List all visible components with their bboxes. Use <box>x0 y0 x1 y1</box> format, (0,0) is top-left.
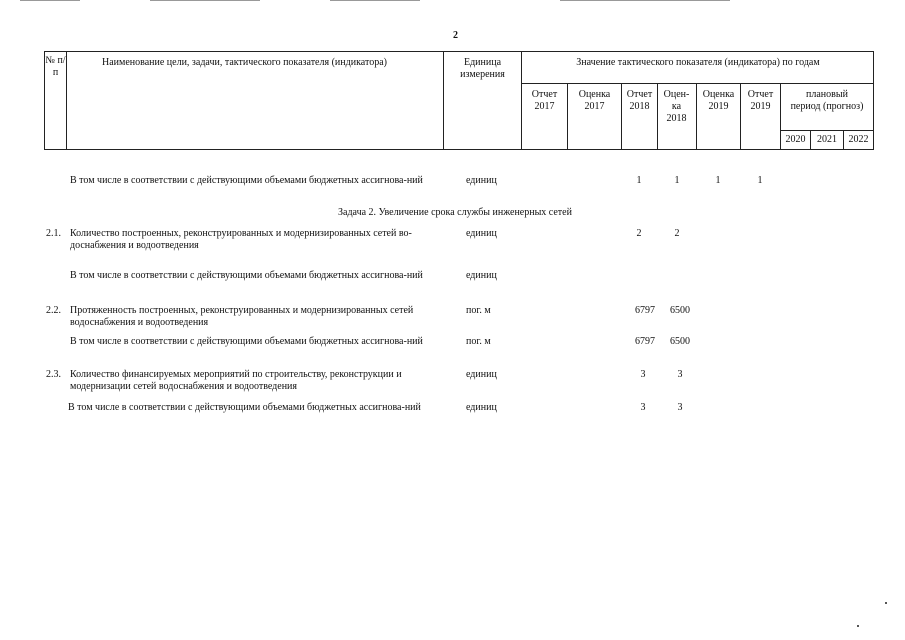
row-name: В том числе в соответствии с действующими объемами бюджетных ассигнова-ний <box>70 270 423 281</box>
row-value-estimate-2018: 6500 <box>670 305 690 316</box>
row-name: В том числе в соответствии с действующими объемами бюджетных ассигнова-ний <box>70 175 423 186</box>
header-report-2019: Отчет 2019 <box>747 89 774 112</box>
row-value-report-2018: 3 <box>640 369 646 380</box>
row-name: Протяженность построенных, реконструированных и модернизированных сетей водоснабжения и водоотведения <box>70 305 414 328</box>
header-estimate-2018: Оцен-ка 2018 <box>663 89 690 124</box>
scan-artifact <box>20 0 80 1</box>
header-planned-period: плановый период (прогноз) <box>790 89 864 112</box>
header-report-2017: Отчет 2017 <box>531 89 558 112</box>
row-value-report-2018: 3 <box>640 402 646 413</box>
header-year-2020: 2020 <box>785 134 806 145</box>
row-name: Количество финансируемых мероприятий по строительству, реконструкции и модернизации сетей водоснабжения и водоотведения <box>70 369 402 392</box>
header-report-2018: Отчет 2018 <box>626 89 653 112</box>
row-unit: единиц <box>466 175 497 186</box>
header-estimate-2017: Оценка 2017 <box>578 89 611 112</box>
header-estimate-2019: Оценка 2019 <box>702 89 735 112</box>
scan-speck <box>857 625 859 627</box>
row-value-estimate-2018: 3 <box>677 369 683 380</box>
header-year-2021: 2021 <box>817 134 837 145</box>
header-col-unit: Единица измерения <box>460 57 505 80</box>
row-number: 2.1. <box>46 228 61 239</box>
row-value-report-2019: 1 <box>757 175 763 186</box>
section-heading: Задача 2. Увеличение срока службы инженерных сетей <box>338 207 572 218</box>
row-unit: единиц <box>466 369 497 380</box>
scan-speck <box>885 602 887 604</box>
header-col-values: Значение тактического показателя (индикатора) по годам <box>576 57 820 68</box>
scan-artifact <box>330 0 420 1</box>
row-value-estimate-2018: 6500 <box>670 336 690 347</box>
row-name: В том числе в соответствии с действующими объемами бюджетных ассигнова-ний <box>68 402 421 413</box>
row-number: 2.3. <box>46 369 61 380</box>
row-unit: единиц <box>466 228 497 239</box>
row-value-report-2018: 2 <box>636 228 642 239</box>
row-unit: единиц <box>466 270 497 281</box>
scan-artifact <box>150 0 260 1</box>
row-unit: пог. м <box>466 305 491 316</box>
row-value-estimate-2018: 2 <box>674 228 680 239</box>
header-col-num: № п/п <box>45 55 66 78</box>
page-number: 2 <box>453 30 458 41</box>
row-value-estimate-2018: 1 <box>674 175 680 186</box>
header-col-name: Наименование цели, задачи, тактического показателя (индикатора) <box>102 57 387 68</box>
row-value-estimate-2018: 3 <box>677 402 683 413</box>
row-value-estimate-2019: 1 <box>715 175 721 186</box>
header-year-2022: 2022 <box>848 134 869 145</box>
row-unit: единиц <box>466 402 497 413</box>
row-value-report-2018: 6797 <box>635 305 655 316</box>
row-unit: пог. м <box>466 336 491 347</box>
row-number: 2.2. <box>46 305 61 316</box>
row-name: Количество построенных, реконструированных и модернизированных сетей во-доснабжения и водоотведения <box>70 228 412 251</box>
scan-artifact <box>560 0 730 1</box>
row-value-report-2018: 1 <box>636 175 642 186</box>
row-value-report-2018: 6797 <box>635 336 655 347</box>
row-name: В том числе в соответствии с действующими объемами бюджетных ассигнова-ний <box>70 336 423 347</box>
